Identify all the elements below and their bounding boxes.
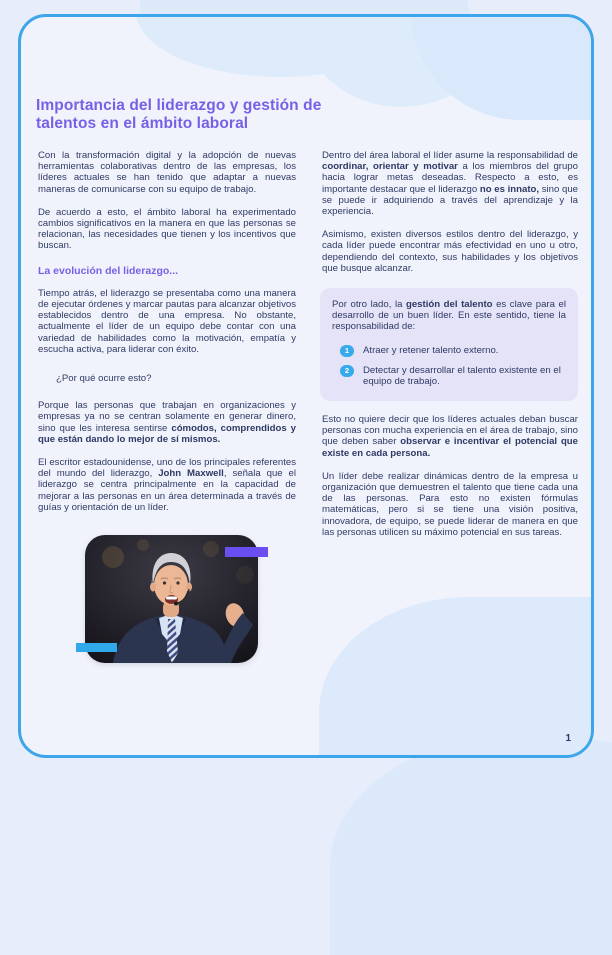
decor-blob-bottom-outer	[330, 735, 612, 955]
list-item-text: Atraer y retener talento externo.	[363, 344, 499, 356]
right-column	[322, 150, 578, 550]
page-number: 1	[565, 733, 571, 744]
number-badge: 1	[340, 345, 354, 357]
paragraph: Esto no quiere decir que los líderes actuales deban buscar personas con mucha experiencia en el área de trabajo, sino que deben saber observar e incentivar el potencial que existe en cada persona.	[322, 414, 578, 459]
paragraph: Con la transformación digital y la adopción de nuevas herramientas colaborativas dentro de las empresas, los líderes actuales se han tenido que adaptar a nuevas maneras de comunicarse con su equipo de trabajo.	[38, 150, 296, 195]
paragraph: El escritor estadounidense, uno de los principales referentes del mundo del liderazgo, John Maxwell, señala que el liderazgo se centra principalmente en la capacidad de mejorar a las personas en un área determinada a través de guías y orientación de un líder.	[38, 457, 297, 513]
decor-rect-cyan	[76, 643, 117, 652]
section-subheading: La evolución del liderazgo...	[38, 264, 179, 277]
paragraph: Dentro del área laboral el líder asume la responsabilidad de coordinar, orientar y motivar a los miembros del grupo hacia lograr metas deseadas. Respecto a esto, es importante destacar que el liderazgo no es innato, sino que se puede ir adquiriendo a través del aprendizaje y la experiencia.	[322, 150, 578, 218]
list-item	[340, 345, 566, 357]
list-item	[340, 365, 566, 387]
decor-rect-purple	[225, 547, 268, 557]
paragraph: Tiempo atrás, el liderazgo se presentaba como una manera de ejecutar órdenes y marcar pautas para alcanzar objetivos establecidos dentro de una empresa. No obstante, actualmente el líder de un equipo debe contar con una variedad de habilidades como la motivación, empatía y escucha activa, para liderar con éxito.	[38, 287, 296, 355]
paragraph: De acuerdo a esto, el ámbito laboral ha experimentado cambios significativos en la manera en que las personas se relacionan, las necesidades que tienen y los incentivos que buscan.	[38, 206, 296, 252]
left-column	[38, 150, 296, 525]
number-badge: 2	[340, 365, 354, 377]
paragraph: Asimismo, existen diversos estilos dentro del liderazgo, y cada líder puede encontrar más efectividad en uno u otro, dependiendo del contexto, sus habilidades y los objetivos que busque alcanzar.	[322, 229, 578, 274]
page-title: Importancia del liderazgo y gestión de talentos en el ámbito laboral	[36, 97, 322, 132]
paragraph: Un líder debe realizar dinámicas dentro de la empresa u organización que demuestren el talento que tiene cada una de las personas. Para esto no existen fórmulas matemáticas, pero si se tiene una visión positiva, innovadora, de equipo, se puede liderar de manera en que las personas utilicen su máximo potencial en sus tareas.	[322, 470, 578, 538]
list-item-text: Detectar y desarrollar el talento existente en el equipo de trabajo.	[363, 364, 561, 387]
paragraph: Porque las personas que trabajan en organizaciones y empresas ya no se centran solamente en generar dinero, sino que les interesa sentirse cómodos, comprendidos y que están dando lo mejor de sí mismos.	[38, 400, 297, 445]
document-page	[18, 14, 594, 758]
question-line: ¿Por qué ocurre esto?	[56, 373, 152, 385]
box-intro: Por otro lado, la gestión del talento es clave para el desarrollo de un buen líder. En este sentido, tiene la responsabilidad de:	[332, 299, 566, 333]
talent-highlight-box	[320, 288, 578, 401]
